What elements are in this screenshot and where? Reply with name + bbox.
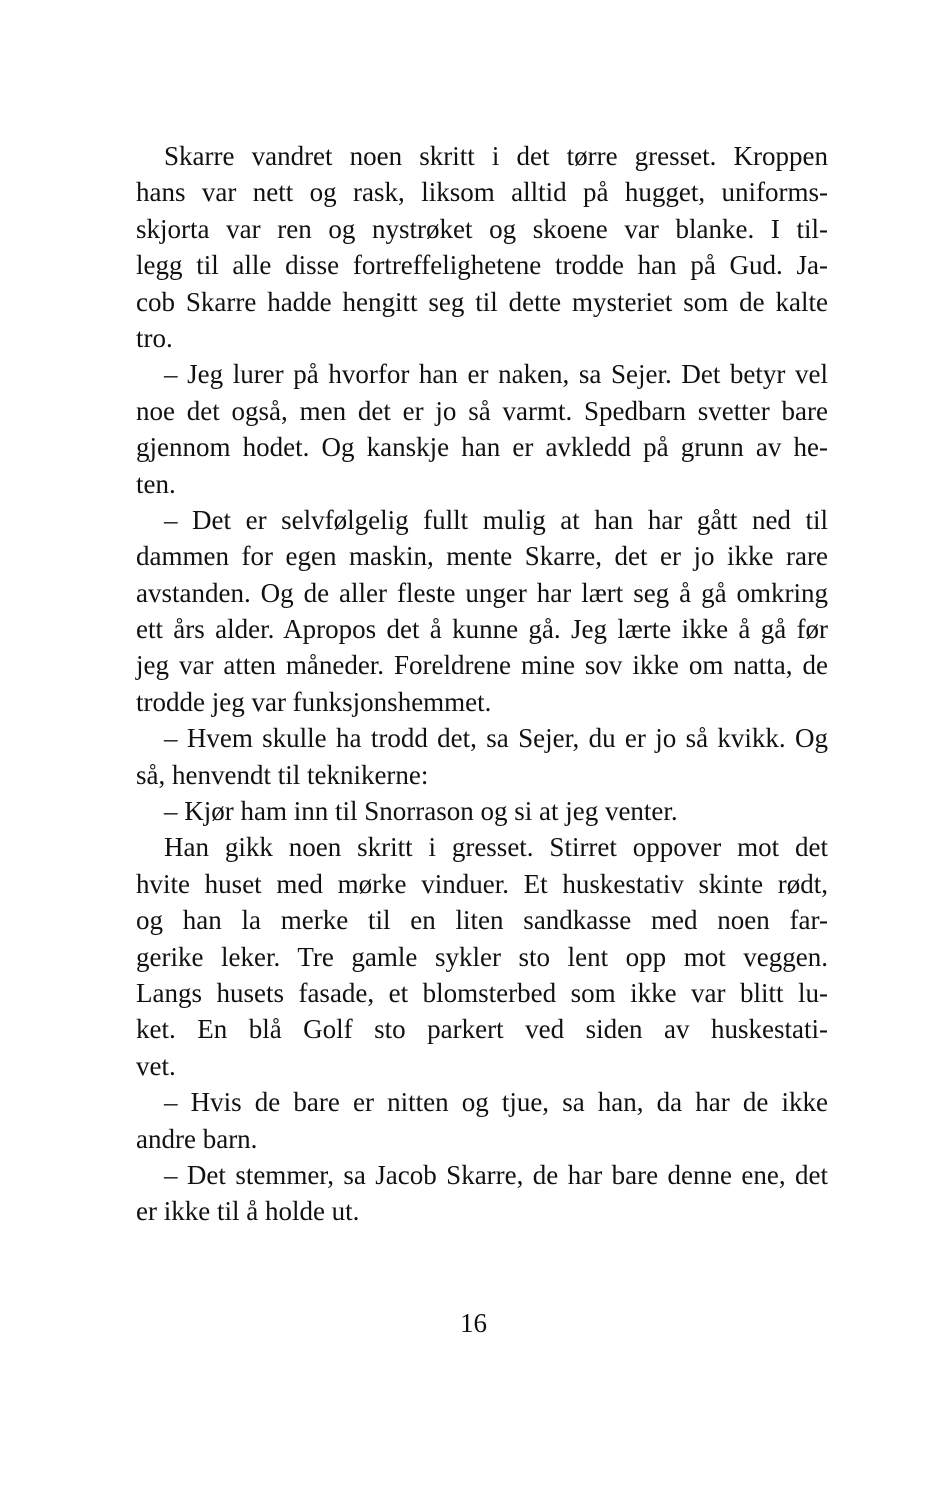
text-line: gerike leker. Tre gamle sykler sto lent opp mot veggen. (136, 941, 828, 972)
text-line: ten. (136, 468, 176, 499)
text-line: Han gikk noen skritt i gresset. Stirret oppover mot det (164, 832, 828, 863)
text-line: tro. (136, 322, 173, 353)
body-text (136, 138, 828, 1230)
text-line: så, henvendt til teknikerne: (136, 759, 429, 790)
text-line: ett års alder. Apropos det å kunne gå. Jeg lærte ikke å gå før (136, 614, 828, 645)
text-line: andre barn. (136, 1123, 258, 1154)
text-line: dammen for egen maskin, mente Skarre, det er jo ikke rare (136, 541, 828, 572)
text-line: – Kjør ham inn til Snorrason og si at jeg venter. (164, 796, 678, 827)
text-line: gjennom hodet. Og kanskje han er avkledd på grunn av he- (136, 432, 828, 463)
text-line: vet. (136, 1050, 176, 1081)
paragraph (136, 138, 828, 356)
text-line: noe det også, men det er jo så varmt. Spedbarn svetter bare (136, 395, 828, 426)
text-line: – Hvem skulle ha trodd det, sa Sejer, du er jo så kvikk. Og (164, 723, 828, 754)
text-line: ket. En blå Golf sto parkert ved siden av huskestati- (136, 1014, 828, 1045)
text-line: – Jeg lurer på hvorfor han er naken, sa Sejer. Det betyr vel (164, 359, 828, 390)
paragraph (136, 1084, 828, 1157)
paragraph (136, 829, 828, 1084)
text-line: hvite huset med mørke vinduer. Et huskestativ skinte rødt, (136, 868, 828, 899)
paragraph (136, 793, 828, 829)
text-line: Skarre vandret noen skritt i det tørre gresset. Kroppen (164, 141, 828, 171)
text-line: avstanden. Og de aller fleste unger har lært seg å gå omkring (136, 577, 828, 608)
paragraph (136, 1157, 828, 1230)
page-number: 16 (460, 1308, 487, 1338)
text-line: er ikke til å holde ut. (136, 1196, 360, 1227)
text-line: jeg var atten måneder. Foreldrene mine sov ikke om natta, de (136, 650, 828, 681)
paragraph (136, 356, 828, 502)
text-line: cob Skarre hadde hengitt seg til dette mysteriet som de kalte (136, 286, 828, 317)
text-line: legg til alle disse fortreffelighetene trodde han på Gud. Ja- (136, 250, 828, 281)
text-line: – Det er selvfølgelig fullt mulig at han har gått ned til (164, 504, 828, 535)
text-line: skjorta var ren og nystrøket og skoene var blanke. I til- (136, 213, 828, 244)
text-line: – Det stemmer, sa Jacob Skarre, de har bare denne ene, det (164, 1159, 828, 1190)
text-line: trodde jeg var funksjonshemmet. (136, 686, 492, 717)
paragraph (136, 720, 828, 793)
text-line: Langs husets fasade, et blomsterbed som ikke var blitt lu- (136, 977, 828, 1008)
text-line: – Hvis de bare er nitten og tjue, sa han, da har de ikke (164, 1087, 828, 1118)
paragraph (136, 502, 828, 720)
text-line: og han la merke til en liten sandkasse med noen far- (136, 905, 828, 936)
text-line: hans var nett og rask, liksom alltid på hugget, uniforms- (136, 177, 828, 208)
